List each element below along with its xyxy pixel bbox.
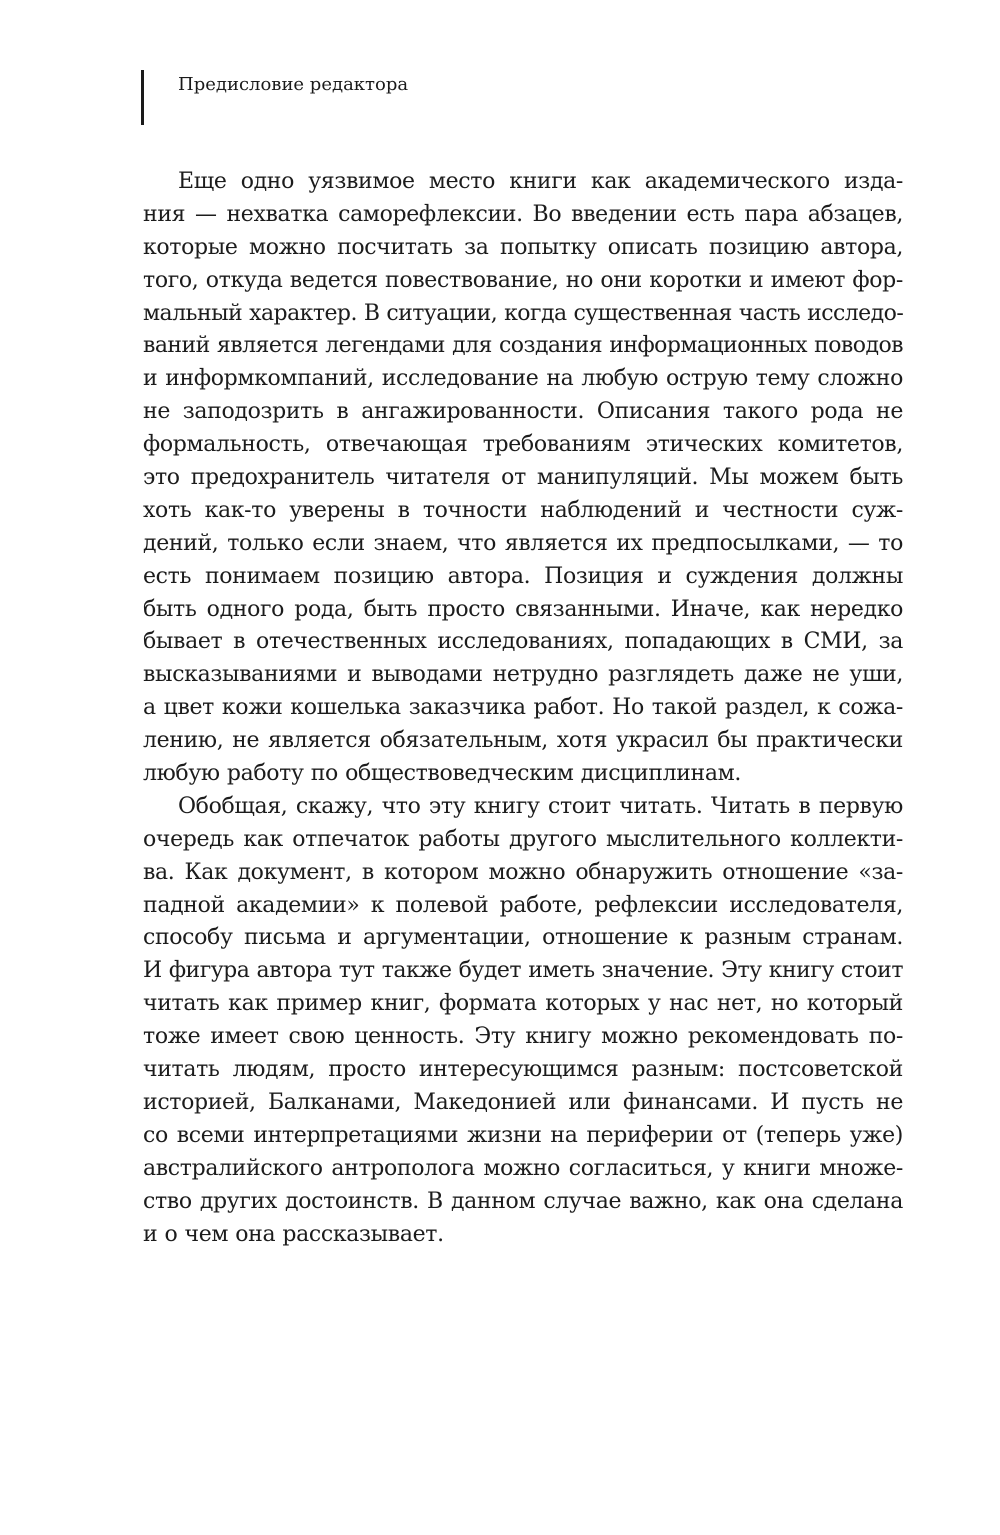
text-line: не заподозрить в ангажированности. Описания такого рода не [143, 399, 903, 425]
text-line: И фигура автора тут также будет иметь значение. Эту книгу стоит [143, 958, 903, 984]
text-line: а цвет кожи кошелька заказчика работ. Но такой раздел, к сожа- [143, 695, 903, 721]
text-line: которые можно посчитать за попытку описать позицию автора, [143, 234, 903, 260]
text-line: это предохранитель читателя от манипуляций. Мы можем быть [143, 465, 903, 491]
text-line: дений, только если знаем, что является их предпосылками, — то [143, 530, 903, 556]
text-line: падной академии» к полевой работе, рефлексии исследователя, [143, 892, 903, 918]
text-line: Еще одно уязвимое место книги как академического изда- [178, 169, 903, 194]
text-line: есть понимаем позицию автора. Позиция и суждения должны [143, 563, 903, 589]
text-line: быть одного рода, быть просто связанными. Иначе, как нередко [143, 596, 903, 622]
text-line: мальный характер. В ситуации, когда существенная часть исследо- [143, 300, 904, 326]
running-head: Предисловие редактора [178, 74, 409, 95]
paragraph-1 [143, 166, 903, 791]
text-line: бывает в отечественных исследованиях, попадающих в СМИ, за [143, 629, 903, 655]
text-line: ваний является легендами для создания информационных поводов [143, 333, 903, 359]
text-line: ство других достоинств. В данном случае важно, как она сделана [143, 1188, 903, 1214]
text-line: хоть как-то уверены в точности наблюдений и честности суж- [143, 497, 903, 523]
text-line: и информкомпаний, исследование на любую острую тему сложно [143, 366, 903, 392]
text-line: Обобщая, скажу, что эту книгу стоит читать. Читать в первую [178, 793, 903, 819]
text-line: очередь как отпечаток работы другого мыслительного коллекти- [143, 826, 903, 852]
text-line: со всеми интерпретациями жизни на периферии от (теперь уже) [143, 1122, 903, 1148]
text-line: читать людям, просто интересующимся разным: постсоветской [143, 1057, 903, 1083]
text-line: любую работу по обществоведческим дисциплинам. [143, 761, 742, 787]
text-line: ния — нехватка саморефлексии. Во введении есть пара абзацев, [143, 201, 903, 227]
paragraph-2 [143, 791, 903, 1251]
text-line: тоже имеет свою ценность. Эту книгу можно рекомендовать по- [143, 1024, 903, 1050]
text-line: высказываниями и выводами нетрудно разглядеть даже не уши, [143, 662, 903, 688]
text-line: и о чем она рассказывает. [143, 1221, 444, 1247]
text-line: способу письма и аргументации, отношение к разным странам. [143, 925, 903, 951]
text-line: формальность, отвечающая требованиям этических комитетов, [143, 432, 903, 458]
text-line: историей, Балканами, Македонией или финансами. И пусть не [143, 1089, 903, 1115]
text-line: лению, не является обязательным, хотя украсил бы практически [143, 728, 903, 754]
text-line: ва. Как документ, в котором можно обнаружить отношение «за- [143, 859, 903, 885]
text-line: читать как пример книг, формата которых у нас нет, но который [143, 991, 903, 1017]
header-rule [141, 70, 144, 125]
text-line: того, откуда ведется повествование, но они коротки и имеют фор- [143, 267, 903, 293]
body-text [143, 166, 903, 1251]
text-line: австралийского антрополога можно согласиться, у книги множе- [143, 1155, 903, 1181]
